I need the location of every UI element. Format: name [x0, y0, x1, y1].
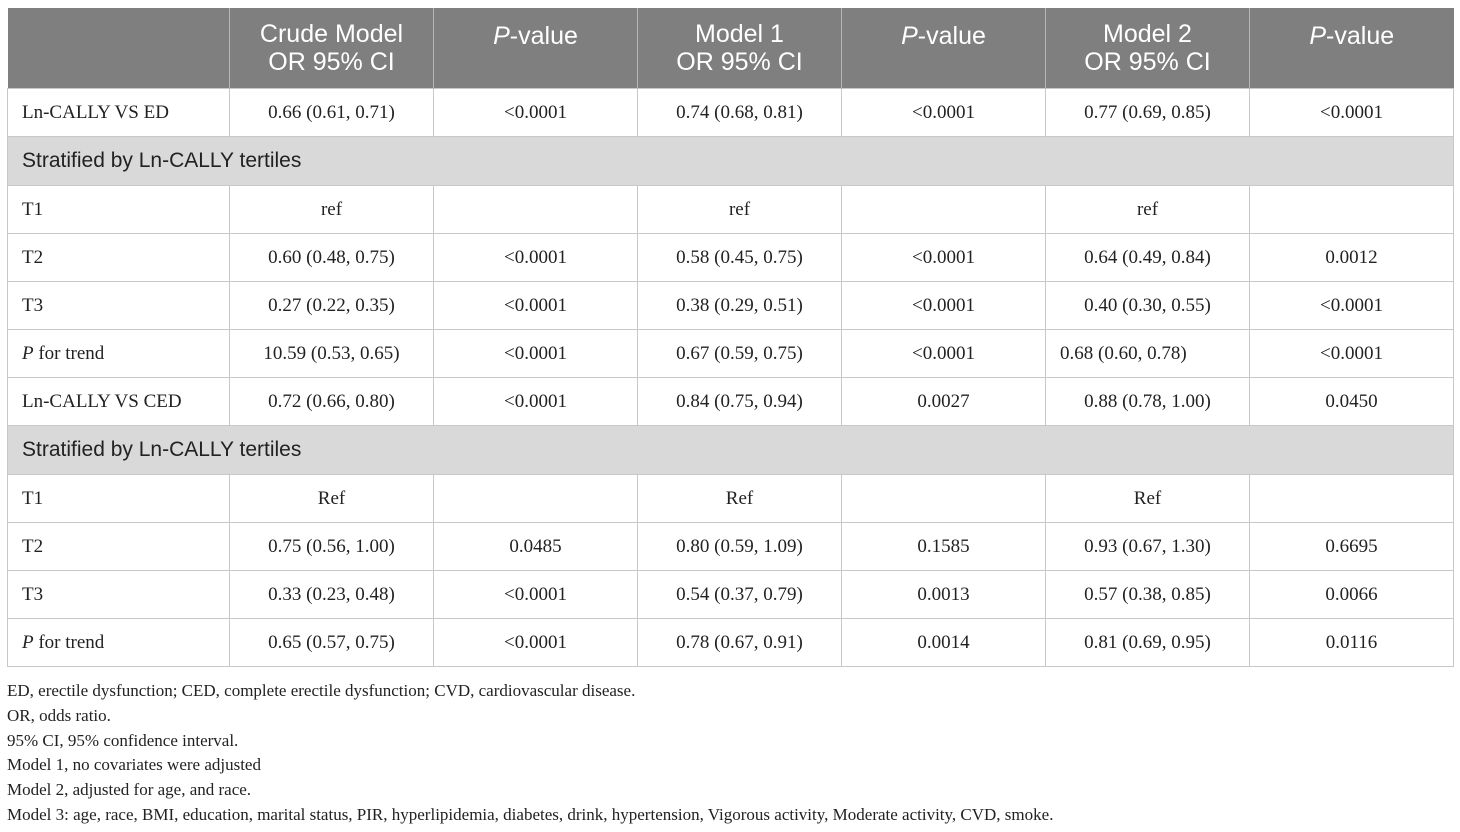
table-row [8, 619, 1454, 667]
cell-model2-or: Ref [1046, 475, 1250, 523]
table-row [8, 186, 1454, 234]
row-label: T3 [8, 571, 230, 619]
cell-model1-or: 0.58 (0.45, 0.75) [638, 234, 842, 282]
table-row [8, 378, 1454, 426]
cell-model1-p: <0.0001 [842, 282, 1046, 330]
cell-model1-or: Ref [638, 475, 842, 523]
cell-model2-p: 0.0012 [1250, 234, 1454, 282]
header-p-rest: -value [917, 22, 986, 50]
header-crude-model [230, 8, 434, 89]
header-blank [8, 8, 230, 89]
cell-model2-p: 0.0066 [1250, 571, 1454, 619]
footnote: Model 1, no covariates were adjusted [7, 755, 261, 775]
cell-crude-p: <0.0001 [434, 89, 638, 137]
section-row [8, 426, 1454, 475]
header-model-2 [1046, 8, 1250, 89]
cell-crude-p: <0.0001 [434, 571, 638, 619]
footnote: ED, erectile dysfunction; CED, complete erectile dysfunction; CVD, cardiovascular disease. [7, 681, 636, 700]
cell-crude-or: ref [230, 186, 434, 234]
cell-model2-p: <0.0001 [1250, 89, 1454, 137]
cell-model2-or: 0.88 (0.78, 1.00) [1046, 378, 1250, 426]
cell-model1-or: 0.84 (0.75, 0.94) [638, 378, 842, 426]
row-label [8, 619, 230, 667]
table-row [8, 234, 1454, 282]
row-label: T1 [8, 475, 230, 523]
table-row [8, 89, 1454, 137]
footnote: 95% CI, 95% confidence interval. [7, 730, 239, 750]
cell-crude-p: <0.0001 [434, 282, 638, 330]
cell-model1-p: 0.0013 [842, 571, 1046, 619]
cell-model2-or: 0.68 (0.60, 0.78) [1046, 330, 1250, 378]
cell-model1-or: 0.74 (0.68, 0.81) [638, 89, 842, 137]
cell-model2-or: 0.40 (0.30, 0.55) [1046, 282, 1250, 330]
cell-model2-p: <0.0001 [1250, 330, 1454, 378]
cell-crude-p: <0.0001 [434, 378, 638, 426]
footnote: OR, odds ratio. [7, 705, 111, 725]
cell-model1-or: 0.38 (0.29, 0.51) [638, 282, 842, 330]
table-row [8, 330, 1454, 378]
section-title: Stratified by Ln-CALLY tertiles [8, 137, 1454, 186]
cell-model2-p: 0.6695 [1250, 523, 1454, 571]
cell-model2-p [1250, 186, 1454, 234]
table-footnotes [7, 679, 1453, 828]
row-label-italic: P [22, 631, 34, 653]
cell-model1-or: 0.80 (0.59, 1.09) [638, 523, 842, 571]
cell-model1-p: <0.0001 [842, 234, 1046, 282]
cell-model1-p [842, 186, 1046, 234]
header-p-italic: P [1309, 22, 1327, 50]
cell-crude-or: 0.66 (0.61, 0.71) [230, 89, 434, 137]
cell-crude-or: 0.65 (0.57, 0.75) [230, 619, 434, 667]
row-label-rest: for trend [33, 631, 105, 653]
header-p-value-3 [1250, 8, 1454, 89]
header-p-italic: P [493, 22, 510, 50]
results-table [7, 8, 1454, 667]
table-row [8, 571, 1454, 619]
section-row [8, 137, 1454, 186]
footnote: Model 2, adjusted for age, and race. [7, 780, 252, 800]
header-model-2-line2: OR 95% CI [1084, 48, 1211, 76]
row-label: T1 [8, 186, 230, 234]
footnote: Model 3: age, race, BMI, education, marital status, PIR, hyperlipidemia, diabetes, drink, hypertension, Vigorous activity, Moderate activity, CVD, smoke. [7, 804, 1054, 824]
table-body [8, 89, 1454, 667]
cell-model1-or: ref [638, 186, 842, 234]
table-row [8, 475, 1454, 523]
cell-crude-p [434, 475, 638, 523]
row-label: Ln-CALLY VS ED [8, 89, 230, 137]
cell-model2-p [1250, 475, 1454, 523]
table-header [8, 8, 1454, 89]
cell-model1-or: 0.54 (0.37, 0.79) [638, 571, 842, 619]
cell-model1-p: 0.0027 [842, 378, 1046, 426]
cell-crude-p: <0.0001 [434, 330, 638, 378]
table-row [8, 282, 1454, 330]
row-label: Ln-CALLY VS CED [8, 378, 230, 426]
row-label-rest: for trend [33, 342, 105, 364]
cell-crude-or: Ref [230, 475, 434, 523]
cell-model2-p: 0.0450 [1250, 378, 1454, 426]
cell-crude-or: 0.33 (0.23, 0.48) [230, 571, 434, 619]
header-p-value-2 [842, 8, 1046, 89]
header-model-1-line1: Model 1 [695, 20, 784, 48]
cell-model1-p [842, 475, 1046, 523]
section-title: Stratified by Ln-CALLY tertiles [8, 426, 1454, 475]
row-label-italic: P [22, 342, 34, 364]
cell-crude-or: 0.72 (0.66, 0.80) [230, 378, 434, 426]
cell-model2-or: 0.57 (0.38, 0.85) [1046, 571, 1250, 619]
row-label: T3 [8, 282, 230, 330]
cell-model2-or: 0.81 (0.69, 0.95) [1046, 619, 1250, 667]
cell-model1-p: <0.0001 [842, 330, 1046, 378]
cell-model2-or: 0.77 (0.69, 0.85) [1046, 89, 1250, 137]
cell-crude-or: 10.59 (0.53, 0.65) [230, 330, 434, 378]
cell-model1-p: 0.0014 [842, 619, 1046, 667]
table-row [8, 523, 1454, 571]
header-row [8, 8, 1454, 89]
cell-model2-p: <0.0001 [1250, 282, 1454, 330]
header-crude-model-line2: OR 95% CI [268, 48, 395, 76]
header-p-rest: -value [509, 22, 578, 50]
row-label: T2 [8, 234, 230, 282]
header-model-2-line1: Model 2 [1103, 20, 1192, 48]
header-model-1 [638, 8, 842, 89]
cell-crude-or: 0.27 (0.22, 0.35) [230, 282, 434, 330]
cell-model2-p: 0.0116 [1250, 619, 1454, 667]
cell-crude-or: 0.75 (0.56, 1.00) [230, 523, 434, 571]
cell-crude-or: 0.60 (0.48, 0.75) [230, 234, 434, 282]
cell-model1-p: <0.0001 [842, 89, 1046, 137]
cell-crude-p: <0.0001 [434, 619, 638, 667]
row-label [8, 330, 230, 378]
cell-model1-or: 0.78 (0.67, 0.91) [638, 619, 842, 667]
cell-model1-p: 0.1585 [842, 523, 1046, 571]
cell-model2-or: 0.64 (0.49, 0.84) [1046, 234, 1250, 282]
results-table-container [7, 8, 1453, 667]
row-label: T2 [8, 523, 230, 571]
header-p-value-1 [434, 8, 638, 89]
cell-model1-or: 0.67 (0.59, 0.75) [638, 330, 842, 378]
header-p-italic: P [901, 22, 918, 50]
header-crude-model-line1: Crude Model [259, 20, 404, 48]
header-model-1-line2: OR 95% CI [676, 48, 803, 76]
cell-model2-or: ref [1046, 186, 1250, 234]
cell-crude-p: <0.0001 [434, 234, 638, 282]
cell-crude-p: 0.0485 [434, 523, 638, 571]
cell-crude-p [434, 186, 638, 234]
header-p-rest: -value [1326, 22, 1395, 50]
cell-model2-or: 0.93 (0.67, 1.30) [1046, 523, 1250, 571]
